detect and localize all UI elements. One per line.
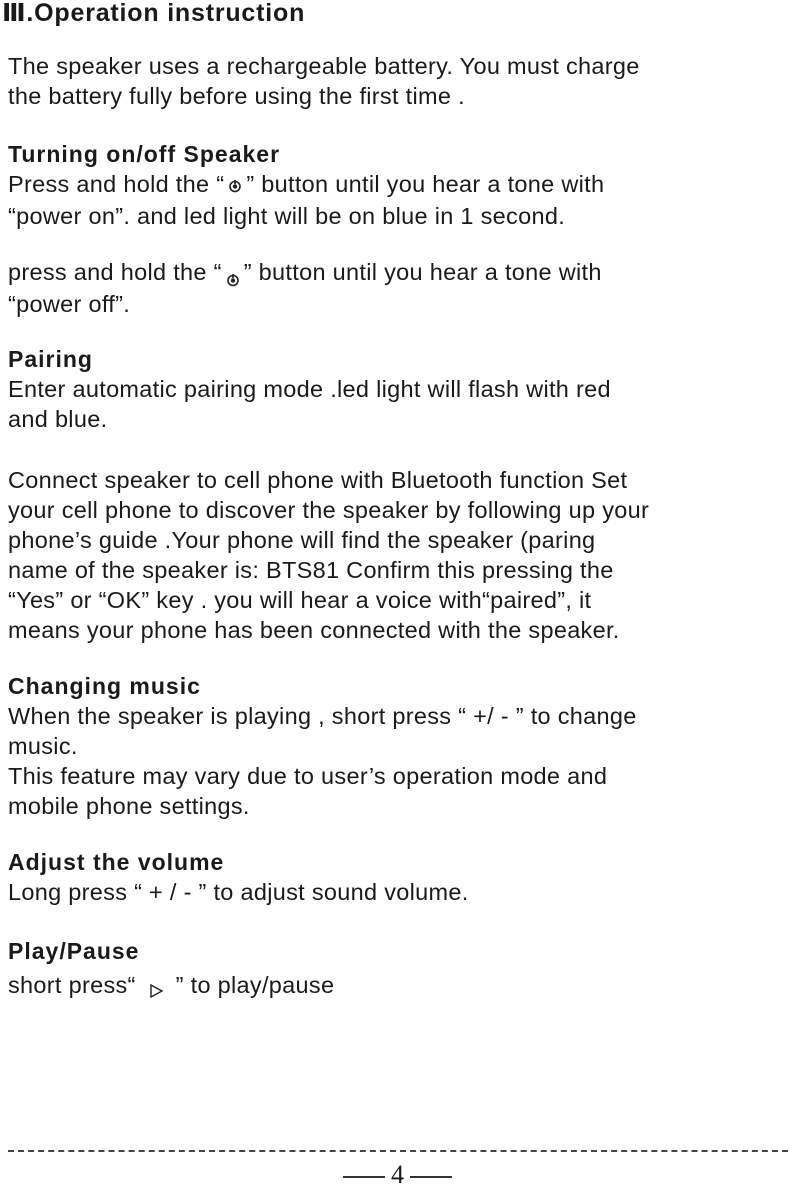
intro-line: the battery fully before using the first time . bbox=[8, 83, 465, 109]
changing-section bbox=[8, 671, 788, 821]
pairing-section bbox=[8, 344, 788, 434]
play-section bbox=[8, 936, 788, 1002]
connect-line: phone’s guide .Your phone will find the speaker (paring bbox=[8, 527, 596, 553]
pairing-heading: Pairing bbox=[8, 346, 93, 372]
power-off-section bbox=[8, 257, 788, 319]
footer-dash-left bbox=[343, 1176, 385, 1178]
connect-line: your cell phone to discover the speaker by following up your bbox=[8, 497, 650, 523]
changing-heading: Changing music bbox=[8, 673, 201, 699]
intro-line: The speaker uses a rechargeable battery. You must charge bbox=[8, 53, 640, 79]
power-on-line bbox=[8, 169, 788, 201]
intro-paragraph bbox=[8, 51, 788, 111]
connect-line: “Yes” or “OK” key . you will hear a voice with“paired”, it bbox=[8, 587, 592, 613]
page-number: 4 bbox=[391, 1160, 404, 1189]
play-line bbox=[8, 970, 788, 1002]
pairing-line: Enter automatic pairing mode .led light will flash with red bbox=[8, 376, 611, 402]
play-triangle-icon bbox=[136, 970, 176, 1000]
changing-line: music. bbox=[8, 733, 78, 759]
changing-line: This feature may vary due to user’s operation mode and bbox=[8, 763, 608, 789]
page-footer bbox=[0, 1162, 795, 1188]
power-off-text-a: press and hold the “ bbox=[8, 259, 222, 285]
connect-paragraph bbox=[8, 465, 788, 645]
volume-heading: Adjust the volume bbox=[8, 849, 225, 875]
pairing-line: and blue. bbox=[8, 406, 108, 432]
power-off-line-2: “power off”. bbox=[8, 290, 131, 317]
footer-divider bbox=[8, 1150, 788, 1152]
changing-line: When the speaker is playing , short press “ +/ - ” to change bbox=[8, 703, 637, 729]
power-button-icon bbox=[224, 169, 246, 199]
power-off-line bbox=[8, 257, 788, 289]
power-button-icon bbox=[222, 257, 244, 287]
play-text-a: short press“ bbox=[8, 972, 136, 998]
turning-section bbox=[8, 139, 788, 231]
power-on-line-2: “power on”. and led light will be on blue in 1 second. bbox=[8, 202, 566, 229]
power-on-text-a: Press and hold the “ bbox=[8, 171, 225, 197]
power-off-text-b: ” button until you hear a tone with bbox=[243, 259, 602, 285]
play-heading: Play/Pause bbox=[8, 938, 140, 964]
play-text-b: ” to play/pause bbox=[175, 972, 335, 998]
connect-line: means your phone has been connected with the speaker. bbox=[8, 617, 620, 643]
turning-heading: Turning on/off Speaker bbox=[8, 141, 281, 167]
section-title: Ⅲ.Operation instruction bbox=[2, 0, 306, 27]
connect-line: Connect speaker to cell phone with Bluetooth function Set bbox=[8, 467, 628, 493]
volume-section bbox=[8, 847, 788, 907]
footer-dash-right bbox=[410, 1176, 452, 1178]
changing-line: mobile phone settings. bbox=[8, 793, 250, 819]
power-on-text-b: ” button until you hear a tone with bbox=[246, 171, 605, 197]
volume-line: Long press “ + / - ” to adjust sound volume. bbox=[8, 879, 469, 905]
connect-line: name of the speaker is: BTS81 Confirm this pressing the bbox=[8, 557, 614, 583]
